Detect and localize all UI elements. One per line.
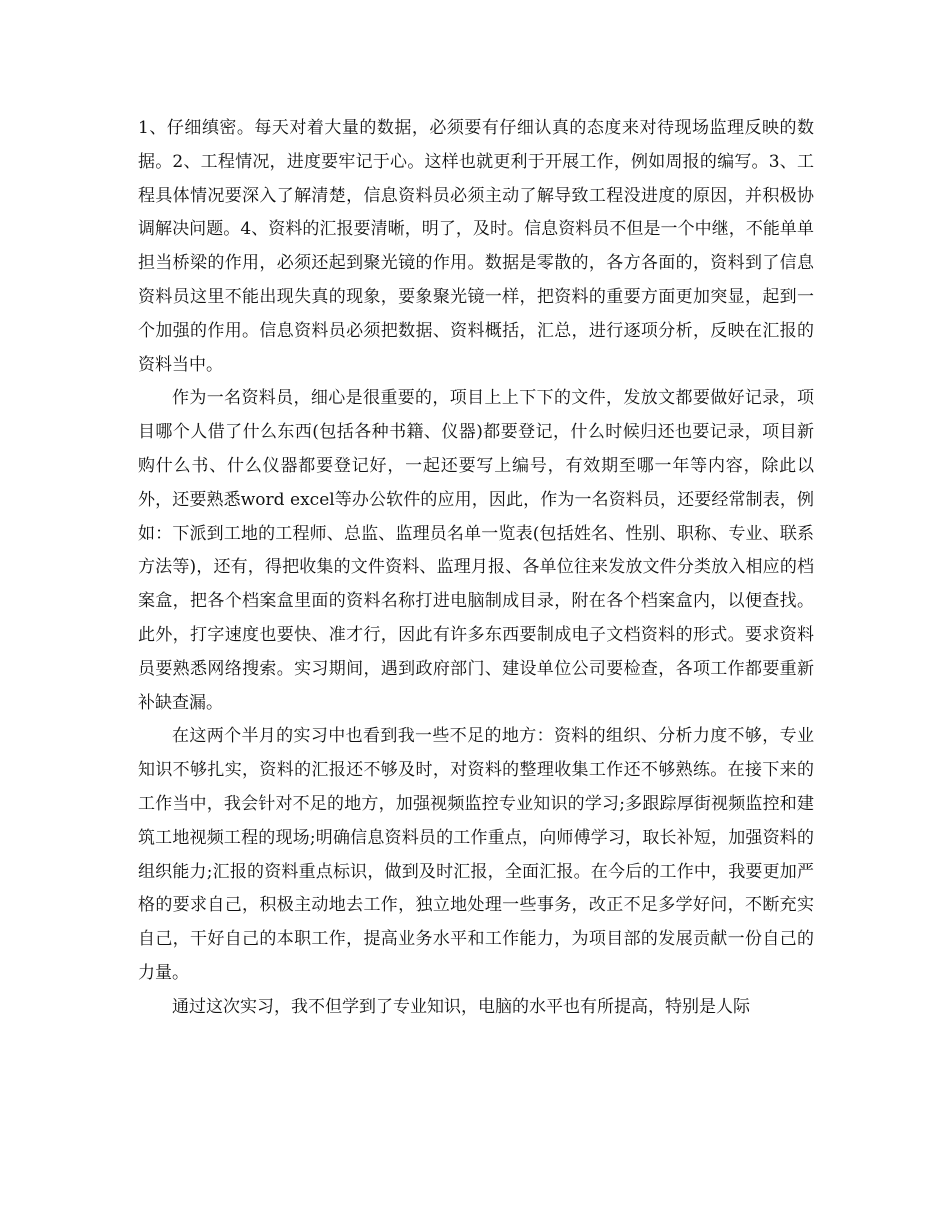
paragraph-2: 作为一名资料员，细心是很重要的，项目上上下下的文件，发放文都要做好记录，项目哪个人借了什么东西(包括各种书籍、仪器)都要登记，什么时候归还也要记录，项目新购什么书、什么仪器都要登记好，一起还要写上编号，有效期至哪一年等内容，除此以外，还要熟悉word excel等办公软件的应用，因此，作为一名资料员，还要经常制表，例如：下派到工地的工程师、总监、监理员名单一览表(包括姓名、性别、职称、专业、联系方法等)，还有，得把收集的文件资料、监理月报、各单位往来发放文件分类放入相应的档案盒，把各个档案盒里面的资料名称打进电脑制成目录，附在各个档案盒内，以便查找。此外，打字速度也要快、准才行，因此有许多东西要制成电子文档资料的形式。要求资料员要熟悉网络搜索。实习期间，遇到政府部门、建设单位公司要检查，各项工作都要重新补缺查漏。 xyxy=(138,388,814,713)
paragraph-1: 1、仔细缜密。每天对着大量的数据，必须要有仔细认真的态度来对待现场监理反映的数据。2、工程情况，进度要牢记于心。这样也就更利于开展工作，例如周报的编写。3、工程具体情况要深入了解清楚，信息资料员必须主动了解导致工程没进度的原因，并积极协调解决问题。4、资料的汇报要清晰，明了，及时。信息资料员不但是一个中继，不能单单担当桥梁的作用，必须还起到聚光镜的作用。数据是零散的，各方各面的，资料到了信息资料员这里不能出现失真的现象，要象聚光镜一样，把资料的重要方面更加突显，起到一个加强的作用。信息资料员必须把数据、资料概括，汇总，进行逐项分析，反映在汇报的资料当中。 xyxy=(138,118,814,375)
document-body xyxy=(138,112,814,1025)
paragraph-4: 通过这次实习，我不但学到了专业知识，电脑的水平也有所提高，特别是人际 xyxy=(172,996,750,1017)
paragraph-3: 在这两个半月的实习中也看到我一些不足的地方：资料的组织、分析力度不够，专业知识不够扎实，资料的汇报还不够及时，对资料的整理收集工作还不够熟练。在接下来的工作当中，我会针对不足的地方，加强视频监控专业知识的学习;多跟踪厚街视频监控和建筑工地视频工程的现场;明确信息资料员的工作重点，向师傅学习，取长补短，加强资料的组织能力;汇报的资料重点标识，做到及时汇报，全面汇报。在今后的工作中，我要更加严格的要求自己，积极主动地去工作，独立地处理一些事务，改正不足多学好问，不断充实自己，干好自己的本职工作，提高业务水平和工作能力，为项目部的发展贡献一份自己的力量。 xyxy=(138,726,814,983)
